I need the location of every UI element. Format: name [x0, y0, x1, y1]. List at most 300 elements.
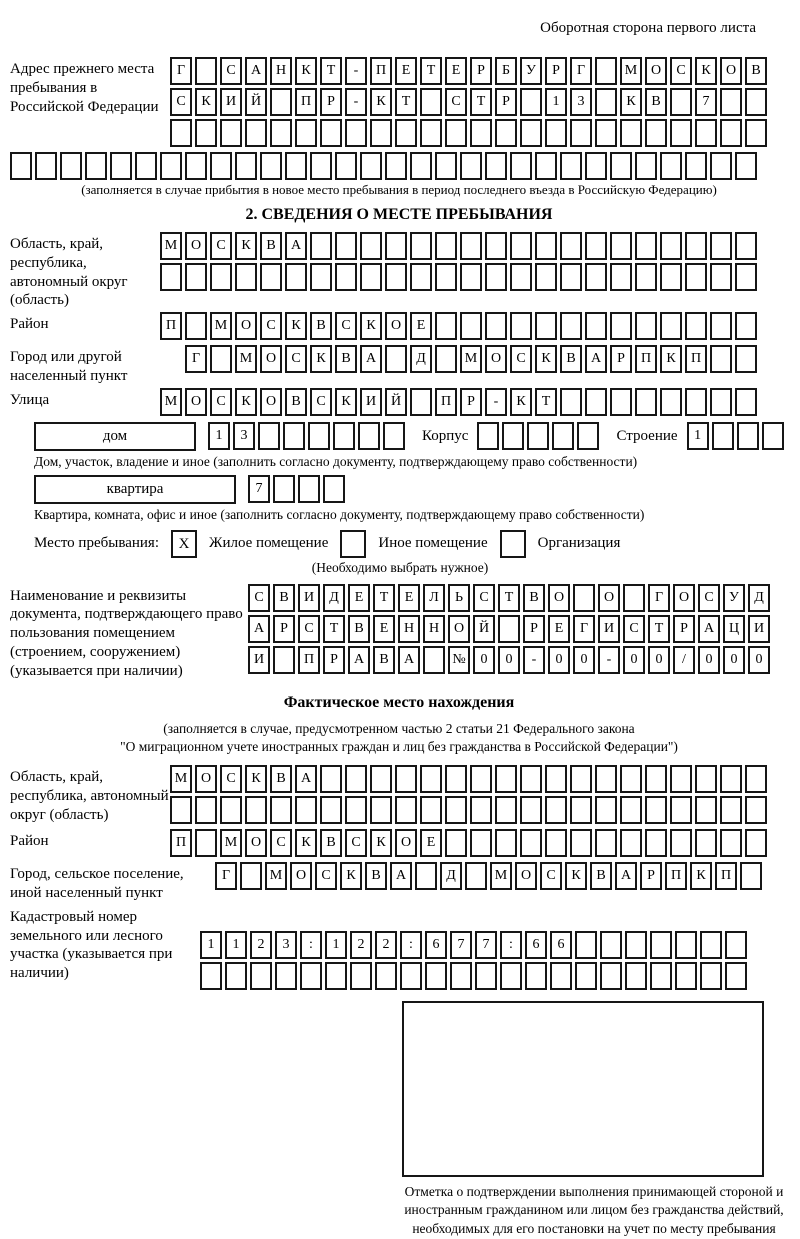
char-cell[interactable]: [10, 152, 32, 180]
char-cell[interactable]: В: [745, 57, 767, 85]
char-cell[interactable]: [560, 263, 582, 291]
char-cell[interactable]: [660, 232, 682, 260]
char-cell[interactable]: [235, 152, 257, 180]
char-cell[interactable]: 0: [573, 646, 595, 674]
char-cell[interactable]: О: [195, 765, 217, 793]
char-cell[interactable]: [420, 88, 442, 116]
char-cell[interactable]: [745, 88, 767, 116]
char-cell[interactable]: П: [715, 862, 737, 890]
char-cell[interactable]: [645, 119, 667, 147]
char-cell[interactable]: [60, 152, 82, 180]
char-cell[interactable]: [385, 152, 407, 180]
char-cell[interactable]: Г: [648, 584, 670, 612]
char-cell[interactable]: [435, 152, 457, 180]
char-cell[interactable]: Ь: [448, 584, 470, 612]
char-cell[interactable]: [185, 263, 207, 291]
char-cell[interactable]: [395, 765, 417, 793]
char-cell[interactable]: О: [290, 862, 312, 890]
char-cell[interactable]: [600, 962, 622, 990]
char-cell[interactable]: [320, 119, 342, 147]
char-cell[interactable]: [625, 962, 647, 990]
char-cell[interactable]: [695, 796, 717, 824]
char-cell[interactable]: [335, 152, 357, 180]
char-cell[interactable]: [535, 152, 557, 180]
char-cell[interactable]: [495, 796, 517, 824]
char-cell[interactable]: С: [220, 57, 242, 85]
char-cell[interactable]: П: [298, 646, 320, 674]
char-cell[interactable]: -: [523, 646, 545, 674]
char-cell[interactable]: [527, 422, 549, 450]
char-cell[interactable]: А: [390, 862, 412, 890]
char-cell[interactable]: С: [623, 615, 645, 643]
char-cell[interactable]: С: [335, 312, 357, 340]
char-cell[interactable]: [700, 962, 722, 990]
char-cell[interactable]: В: [310, 312, 332, 340]
char-cell[interactable]: [575, 962, 597, 990]
char-cell[interactable]: [510, 312, 532, 340]
char-cell[interactable]: [258, 422, 280, 450]
char-cell[interactable]: [710, 345, 732, 373]
char-cell[interactable]: [435, 312, 457, 340]
char-cell[interactable]: [685, 388, 707, 416]
char-cell[interactable]: Г: [170, 57, 192, 85]
char-cell[interactable]: [495, 829, 517, 857]
char-cell[interactable]: 0: [498, 646, 520, 674]
char-cell[interactable]: Е: [445, 57, 467, 85]
char-cell[interactable]: Е: [398, 584, 420, 612]
char-cell[interactable]: [550, 962, 572, 990]
char-cell[interactable]: [635, 312, 657, 340]
char-cell[interactable]: [470, 796, 492, 824]
char-cell[interactable]: С: [248, 584, 270, 612]
char-cell[interactable]: В: [320, 829, 342, 857]
char-cell[interactable]: Р: [495, 88, 517, 116]
char-cell[interactable]: Б: [495, 57, 517, 85]
char-cell[interactable]: [735, 263, 757, 291]
char-cell[interactable]: И: [248, 646, 270, 674]
char-cell[interactable]: [300, 962, 322, 990]
char-cell[interactable]: [610, 263, 632, 291]
char-cell[interactable]: [675, 931, 697, 959]
char-cell[interactable]: А: [615, 862, 637, 890]
char-cell[interactable]: [270, 88, 292, 116]
char-cell[interactable]: [273, 646, 295, 674]
char-cell[interactable]: К: [510, 388, 532, 416]
char-cell[interactable]: [285, 152, 307, 180]
char-cell[interactable]: Г: [185, 345, 207, 373]
char-cell[interactable]: Г: [215, 862, 237, 890]
char-cell[interactable]: [645, 829, 667, 857]
char-cell[interactable]: О: [235, 312, 257, 340]
char-cell[interactable]: [710, 388, 732, 416]
char-cell[interactable]: [185, 312, 207, 340]
apartment-type-box[interactable]: квартира: [34, 475, 236, 504]
char-cell[interactable]: [737, 422, 759, 450]
char-cell[interactable]: [450, 962, 472, 990]
char-cell[interactable]: В: [560, 345, 582, 373]
char-cell[interactable]: С: [210, 388, 232, 416]
char-cell[interactable]: И: [360, 388, 382, 416]
char-cell[interactable]: [685, 152, 707, 180]
char-cell[interactable]: [720, 119, 742, 147]
char-cell[interactable]: [370, 119, 392, 147]
char-cell[interactable]: [160, 152, 182, 180]
char-cell[interactable]: -: [345, 57, 367, 85]
char-cell[interactable]: [560, 312, 582, 340]
char-cell[interactable]: [670, 829, 692, 857]
char-cell[interactable]: [650, 962, 672, 990]
char-cell[interactable]: [685, 312, 707, 340]
char-cell[interactable]: [670, 119, 692, 147]
char-cell[interactable]: 7: [695, 88, 717, 116]
char-cell[interactable]: К: [335, 388, 357, 416]
char-cell[interactable]: [35, 152, 57, 180]
char-cell[interactable]: [383, 422, 405, 450]
char-cell[interactable]: М: [620, 57, 642, 85]
char-cell[interactable]: [195, 796, 217, 824]
char-cell[interactable]: С: [345, 829, 367, 857]
char-cell[interactable]: 6: [550, 931, 572, 959]
char-cell[interactable]: П: [665, 862, 687, 890]
char-cell[interactable]: [360, 152, 382, 180]
char-cell[interactable]: Р: [323, 646, 345, 674]
char-cell[interactable]: М: [210, 312, 232, 340]
char-cell[interactable]: Н: [270, 57, 292, 85]
char-cell[interactable]: [635, 388, 657, 416]
char-cell[interactable]: 1: [208, 422, 230, 450]
char-cell[interactable]: [620, 119, 642, 147]
char-cell[interactable]: [735, 312, 757, 340]
char-cell[interactable]: П: [160, 312, 182, 340]
char-cell[interactable]: И: [748, 615, 770, 643]
char-cell[interactable]: [570, 119, 592, 147]
char-cell[interactable]: Ц: [723, 615, 745, 643]
char-cell[interactable]: [320, 796, 342, 824]
char-cell[interactable]: Н: [423, 615, 445, 643]
char-cell[interactable]: [670, 765, 692, 793]
char-cell[interactable]: №: [448, 646, 470, 674]
char-cell[interactable]: Р: [320, 88, 342, 116]
char-cell[interactable]: Р: [470, 57, 492, 85]
char-cell[interactable]: [595, 119, 617, 147]
char-cell[interactable]: С: [260, 312, 282, 340]
char-cell[interactable]: А: [295, 765, 317, 793]
char-cell[interactable]: Р: [610, 345, 632, 373]
char-cell[interactable]: [345, 765, 367, 793]
char-cell[interactable]: [570, 829, 592, 857]
char-cell[interactable]: [310, 232, 332, 260]
char-cell[interactable]: [735, 388, 757, 416]
char-cell[interactable]: А: [248, 615, 270, 643]
char-cell[interactable]: [660, 263, 682, 291]
char-cell[interactable]: [160, 263, 182, 291]
char-cell[interactable]: 1: [225, 931, 247, 959]
char-cell[interactable]: В: [373, 646, 395, 674]
char-cell[interactable]: [270, 796, 292, 824]
char-cell[interactable]: Н: [398, 615, 420, 643]
char-cell[interactable]: [570, 796, 592, 824]
char-cell[interactable]: [445, 796, 467, 824]
char-cell[interactable]: У: [520, 57, 542, 85]
char-cell[interactable]: 7: [248, 475, 270, 503]
char-cell[interactable]: [200, 962, 222, 990]
char-cell[interactable]: [470, 119, 492, 147]
char-cell[interactable]: 3: [233, 422, 255, 450]
char-cell[interactable]: 2: [375, 931, 397, 959]
char-cell[interactable]: А: [698, 615, 720, 643]
char-cell[interactable]: О: [185, 388, 207, 416]
char-cell[interactable]: [585, 263, 607, 291]
char-cell[interactable]: [535, 232, 557, 260]
char-cell[interactable]: [545, 796, 567, 824]
char-cell[interactable]: Р: [673, 615, 695, 643]
char-cell[interactable]: [610, 312, 632, 340]
char-cell[interactable]: [245, 796, 267, 824]
char-cell[interactable]: Т: [648, 615, 670, 643]
char-cell[interactable]: [498, 615, 520, 643]
char-cell[interactable]: С: [310, 388, 332, 416]
char-cell[interactable]: [585, 312, 607, 340]
char-cell[interactable]: [710, 263, 732, 291]
char-cell[interactable]: [695, 119, 717, 147]
checkbox-other-premises[interactable]: [340, 530, 366, 558]
char-cell[interactable]: Г: [570, 57, 592, 85]
char-cell[interactable]: [545, 119, 567, 147]
char-cell[interactable]: [460, 152, 482, 180]
char-cell[interactable]: [520, 119, 542, 147]
char-cell[interactable]: [420, 119, 442, 147]
char-cell[interactable]: [420, 796, 442, 824]
char-cell[interactable]: [240, 862, 262, 890]
char-cell[interactable]: [520, 765, 542, 793]
char-cell[interactable]: 0: [723, 646, 745, 674]
char-cell[interactable]: [520, 829, 542, 857]
char-cell[interactable]: :: [400, 931, 422, 959]
char-cell[interactable]: К: [360, 312, 382, 340]
char-cell[interactable]: Д: [440, 862, 462, 890]
char-cell[interactable]: [320, 765, 342, 793]
char-cell[interactable]: [620, 765, 642, 793]
char-cell[interactable]: [370, 796, 392, 824]
char-cell[interactable]: [220, 796, 242, 824]
char-cell[interactable]: [735, 345, 757, 373]
char-cell[interactable]: 6: [425, 931, 447, 959]
char-cell[interactable]: [435, 232, 457, 260]
char-cell[interactable]: [595, 88, 617, 116]
char-cell[interactable]: [485, 263, 507, 291]
char-cell[interactable]: 2: [250, 931, 272, 959]
char-cell[interactable]: С: [445, 88, 467, 116]
char-cell[interactable]: О: [548, 584, 570, 612]
char-cell[interactable]: О: [260, 388, 282, 416]
char-cell[interactable]: [645, 796, 667, 824]
char-cell[interactable]: Т: [498, 584, 520, 612]
char-cell[interactable]: [710, 232, 732, 260]
char-cell[interactable]: М: [265, 862, 287, 890]
char-cell[interactable]: [700, 931, 722, 959]
char-cell[interactable]: [535, 312, 557, 340]
char-cell[interactable]: [560, 388, 582, 416]
char-cell[interactable]: [670, 88, 692, 116]
char-cell[interactable]: [685, 263, 707, 291]
char-cell[interactable]: [85, 152, 107, 180]
char-cell[interactable]: [423, 646, 445, 674]
char-cell[interactable]: [477, 422, 499, 450]
char-cell[interactable]: Р: [640, 862, 662, 890]
char-cell[interactable]: О: [260, 345, 282, 373]
char-cell[interactable]: [333, 422, 355, 450]
char-cell[interactable]: П: [685, 345, 707, 373]
char-cell[interactable]: 7: [475, 931, 497, 959]
char-cell[interactable]: М: [160, 388, 182, 416]
char-cell[interactable]: [595, 829, 617, 857]
char-cell[interactable]: В: [273, 584, 295, 612]
char-cell[interactable]: [225, 962, 247, 990]
char-cell[interactable]: [585, 232, 607, 260]
char-cell[interactable]: [712, 422, 734, 450]
char-cell[interactable]: 0: [473, 646, 495, 674]
char-cell[interactable]: А: [348, 646, 370, 674]
char-cell[interactable]: Й: [245, 88, 267, 116]
char-cell[interactable]: [295, 119, 317, 147]
char-cell[interactable]: П: [435, 388, 457, 416]
char-cell[interactable]: П: [370, 57, 392, 85]
char-cell[interactable]: [745, 119, 767, 147]
char-cell[interactable]: Л: [423, 584, 445, 612]
char-cell[interactable]: Р: [273, 615, 295, 643]
char-cell[interactable]: 0: [748, 646, 770, 674]
char-cell[interactable]: [170, 796, 192, 824]
char-cell[interactable]: [323, 475, 345, 503]
char-cell[interactable]: Е: [373, 615, 395, 643]
char-cell[interactable]: О: [645, 57, 667, 85]
char-cell[interactable]: [295, 796, 317, 824]
checkbox-residential[interactable]: X: [171, 530, 197, 558]
confirmation-stamp-area[interactable]: [402, 1001, 764, 1177]
char-cell[interactable]: К: [340, 862, 362, 890]
char-cell[interactable]: [552, 422, 574, 450]
char-cell[interactable]: [570, 765, 592, 793]
char-cell[interactable]: В: [270, 765, 292, 793]
char-cell[interactable]: [660, 152, 682, 180]
char-cell[interactable]: [577, 422, 599, 450]
char-cell[interactable]: [220, 119, 242, 147]
char-cell[interactable]: Т: [323, 615, 345, 643]
char-cell[interactable]: [725, 931, 747, 959]
char-cell[interactable]: [495, 765, 517, 793]
char-cell[interactable]: [623, 584, 645, 612]
char-cell[interactable]: [335, 263, 357, 291]
char-cell[interactable]: [620, 796, 642, 824]
char-cell[interactable]: О: [185, 232, 207, 260]
char-cell[interactable]: 0: [648, 646, 670, 674]
char-cell[interactable]: В: [645, 88, 667, 116]
char-cell[interactable]: Й: [385, 388, 407, 416]
char-cell[interactable]: [410, 263, 432, 291]
char-cell[interactable]: 3: [570, 88, 592, 116]
char-cell[interactable]: [635, 232, 657, 260]
char-cell[interactable]: Й: [473, 615, 495, 643]
char-cell[interactable]: [610, 388, 632, 416]
char-cell[interactable]: [370, 765, 392, 793]
char-cell[interactable]: И: [298, 584, 320, 612]
char-cell[interactable]: [298, 475, 320, 503]
char-cell[interactable]: О: [720, 57, 742, 85]
char-cell[interactable]: М: [170, 765, 192, 793]
char-cell[interactable]: Р: [460, 388, 482, 416]
char-cell[interactable]: О: [448, 615, 470, 643]
char-cell[interactable]: [285, 263, 307, 291]
char-cell[interactable]: Е: [548, 615, 570, 643]
char-cell[interactable]: [620, 829, 642, 857]
char-cell[interactable]: 0: [698, 646, 720, 674]
char-cell[interactable]: [710, 312, 732, 340]
char-cell[interactable]: О: [515, 862, 537, 890]
char-cell[interactable]: [720, 88, 742, 116]
char-cell[interactable]: [610, 232, 632, 260]
char-cell[interactable]: [485, 312, 507, 340]
char-cell[interactable]: [195, 829, 217, 857]
char-cell[interactable]: [445, 119, 467, 147]
char-cell[interactable]: 0: [623, 646, 645, 674]
char-cell[interactable]: [395, 796, 417, 824]
char-cell[interactable]: [660, 312, 682, 340]
char-cell[interactable]: -: [345, 88, 367, 116]
char-cell[interactable]: [685, 232, 707, 260]
char-cell[interactable]: М: [160, 232, 182, 260]
char-cell[interactable]: [415, 862, 437, 890]
char-cell[interactable]: 6: [525, 931, 547, 959]
char-cell[interactable]: П: [635, 345, 657, 373]
char-cell[interactable]: :: [300, 931, 322, 959]
char-cell[interactable]: [600, 931, 622, 959]
char-cell[interactable]: [435, 345, 457, 373]
char-cell[interactable]: О: [245, 829, 267, 857]
char-cell[interactable]: Д: [748, 584, 770, 612]
char-cell[interactable]: [400, 962, 422, 990]
char-cell[interactable]: [308, 422, 330, 450]
char-cell[interactable]: Т: [535, 388, 557, 416]
char-cell[interactable]: В: [523, 584, 545, 612]
char-cell[interactable]: [170, 119, 192, 147]
char-cell[interactable]: -: [485, 388, 507, 416]
char-cell[interactable]: [695, 765, 717, 793]
char-cell[interactable]: [635, 152, 657, 180]
char-cell[interactable]: 7: [450, 931, 472, 959]
char-cell[interactable]: 1: [200, 931, 222, 959]
checkbox-organization[interactable]: [500, 530, 526, 558]
char-cell[interactable]: А: [398, 646, 420, 674]
char-cell[interactable]: [575, 931, 597, 959]
char-cell[interactable]: К: [620, 88, 642, 116]
char-cell[interactable]: К: [195, 88, 217, 116]
char-cell[interactable]: К: [370, 88, 392, 116]
char-cell[interactable]: [325, 962, 347, 990]
char-cell[interactable]: [525, 962, 547, 990]
char-cell[interactable]: Т: [395, 88, 417, 116]
char-cell[interactable]: [560, 152, 582, 180]
char-cell[interactable]: [740, 862, 762, 890]
char-cell[interactable]: [260, 263, 282, 291]
char-cell[interactable]: [595, 765, 617, 793]
char-cell[interactable]: [660, 388, 682, 416]
char-cell[interactable]: Т: [420, 57, 442, 85]
char-cell[interactable]: К: [295, 57, 317, 85]
char-cell[interactable]: [510, 232, 532, 260]
char-cell[interactable]: [595, 796, 617, 824]
char-cell[interactable]: М: [490, 862, 512, 890]
char-cell[interactable]: [210, 263, 232, 291]
